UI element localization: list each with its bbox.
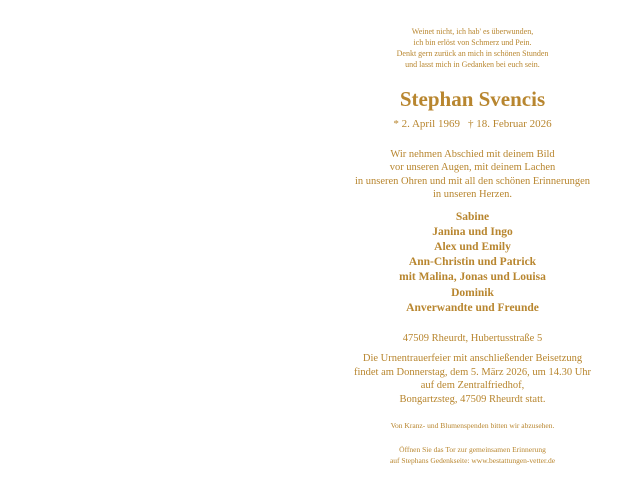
mourner-line: mit Malina, Jonas und Louisa <box>399 271 546 283</box>
deceased-name: Stephan Svencis <box>399 87 546 111</box>
ceremony-line: auf dem Zentralfriedhof, <box>420 380 525 391</box>
farewell-line: Wir nehmen Abschied mit deinem Bild <box>390 149 555 160</box>
mourner-line: Dominik <box>451 287 494 299</box>
mourner-line: Janina und Ingo <box>432 226 513 238</box>
mourner-line: Sabine <box>455 211 490 223</box>
right-text-panel <box>315 0 630 492</box>
family-address: 47509 Rheurdt, Hubertusstraße 5 <box>402 333 543 344</box>
poem-line: Denkt gern zurück an mich in schönen Stunden <box>396 49 549 58</box>
ceremony-line: Die Urnentrauerfeier mit anschließender Beisetzung <box>362 353 583 364</box>
mourner-line: Anverwandte und Freunde <box>406 302 539 314</box>
death-date: † 18. Februar 2026 <box>467 118 552 130</box>
mourner-line: Alex und Emily <box>434 241 511 253</box>
poem-line: und lasst mich in Gedanken bei euch sein. <box>405 60 540 69</box>
ceremony-line: Bongartzsteg, 47509 Rheurdt statt. <box>399 394 546 405</box>
farewell-line: vor unseren Augen, mit deinem Lachen <box>389 162 556 173</box>
memorial-line: auf Stephans Gedenkseite: www.bestattungen-vetter.de <box>389 456 556 465</box>
ceremony-line: findet am Donnerstag, dem 5. März 2026, um 14.30 Uhr <box>353 367 592 378</box>
farewell-line: in unseren Herzen. <box>432 189 512 200</box>
life-dates <box>315 117 630 131</box>
farewell-line: in unseren Ohren und mit all den schönen Erinnerungen <box>354 176 591 187</box>
birth-date: * 2. April 1969 <box>393 118 460 130</box>
flowers-note: Von Kranz- und Blumenspenden bitten wir abzusehen. <box>390 421 555 430</box>
poem-line: ich bin erlöst von Schmerz und Pein. <box>413 38 532 47</box>
memorial-line: Öffnen Sie das Tor zur gemeinsamen Erinnerung <box>399 445 546 454</box>
poem-line: Weinet nicht, ich hab' es überwunden, <box>411 27 534 36</box>
mourner-line: Ann-Christin und Patrick <box>408 256 537 268</box>
